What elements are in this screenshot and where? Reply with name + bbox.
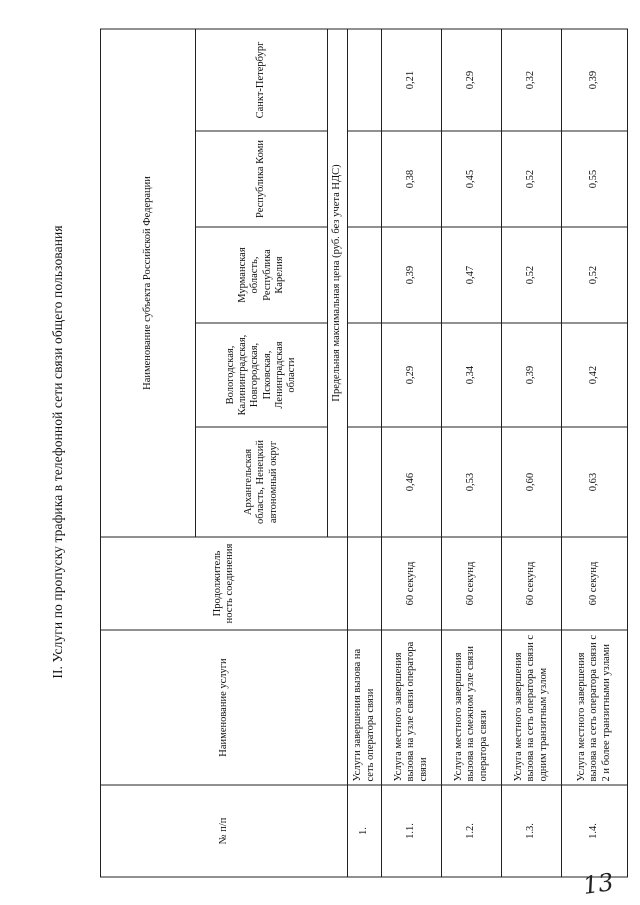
price-cell: 0,45 — [442, 131, 502, 227]
price-cell: 0,21 — [382, 29, 442, 131]
price-cell: 0,47 — [442, 227, 502, 323]
price-cell: 0,60 — [502, 427, 562, 537]
header-num: № п/п — [101, 785, 348, 877]
row-num: 1.1. — [382, 785, 442, 877]
price-cell: 0,32 — [502, 29, 562, 131]
price-cell: 0,46 — [382, 427, 442, 537]
price-cell: 0,63 — [562, 427, 628, 537]
row-service: Услуга местного завершения вызова на сеть оператора связи с одним транзитным узлом — [502, 630, 562, 785]
price-cell — [348, 227, 382, 323]
region-cell: Мурманская область, Республика Карелия — [196, 227, 328, 323]
header-price: Предельная максимальная цена (руб. без учета НДС) — [328, 29, 348, 537]
price-cell: 0,39 — [382, 227, 442, 323]
price-cell: 0,55 — [562, 131, 628, 227]
price-cell: 0,42 — [562, 323, 628, 427]
row-service: Услуга местного завершения вызова на сеть оператора связи с 2 и более транзитными узлами — [562, 630, 628, 785]
row-num: 1.4. — [562, 785, 628, 877]
row-service: Услуга местного завершения вызова на смежном узле связи оператора связи — [442, 630, 502, 785]
header-service: Наименование услуги — [101, 630, 348, 785]
region-cell: Санкт-Петербург — [196, 29, 328, 131]
table-row — [348, 29, 382, 877]
header-subject: Наименование субъекта Российской Федерации — [101, 29, 196, 537]
price-cell: 0,39 — [562, 29, 628, 131]
region-cell: Вологодская, Калининградская, Новгородская, Псковская, Ленинградская области — [196, 323, 328, 427]
page-number: 13 — [581, 868, 616, 900]
price-cell: 0,34 — [442, 323, 502, 427]
row-num: 1.3. — [502, 785, 562, 877]
table-row — [502, 29, 562, 877]
region-cell: Архангельская область, Ненецкий автономный округ — [196, 427, 328, 537]
price-cell: 0,52 — [562, 227, 628, 323]
tariff-table — [100, 29, 628, 878]
row-service: Услуги завершения вызова на сеть оператора связи — [348, 630, 382, 785]
price-cell: 0,52 — [502, 131, 562, 227]
row-duration: 60 секунд — [382, 537, 442, 630]
price-cell — [348, 131, 382, 227]
price-cell — [348, 323, 382, 427]
price-cell: 0,52 — [502, 227, 562, 323]
table-row — [442, 29, 502, 877]
row-duration: 60 секунд — [562, 537, 628, 630]
row-num: 1.2. — [442, 785, 502, 877]
page-title: II. Услуги по пропуску трафика в телефонной сети связи общего пользования — [50, 225, 65, 679]
row-num: 1. — [348, 785, 382, 877]
header-duration: Продолжитель ность соединения — [101, 537, 348, 630]
row-service: Услуга местного завершения вызова на узле связи оператора связи — [382, 630, 442, 785]
price-cell — [348, 427, 382, 537]
price-cell: 0,29 — [442, 29, 502, 131]
price-cell — [348, 29, 382, 131]
price-cell: 0,38 — [382, 131, 442, 227]
price-cell: 0,53 — [442, 427, 502, 537]
region-cell: Республика Коми — [196, 131, 328, 227]
row-duration: 60 секунд — [502, 537, 562, 630]
price-cell: 0,29 — [382, 323, 442, 427]
row-duration — [348, 537, 382, 630]
header-row — [101, 29, 196, 877]
table-row — [562, 29, 628, 877]
row-duration: 60 секунд — [442, 537, 502, 630]
price-cell: 0,39 — [502, 323, 562, 427]
table-row — [382, 29, 442, 877]
